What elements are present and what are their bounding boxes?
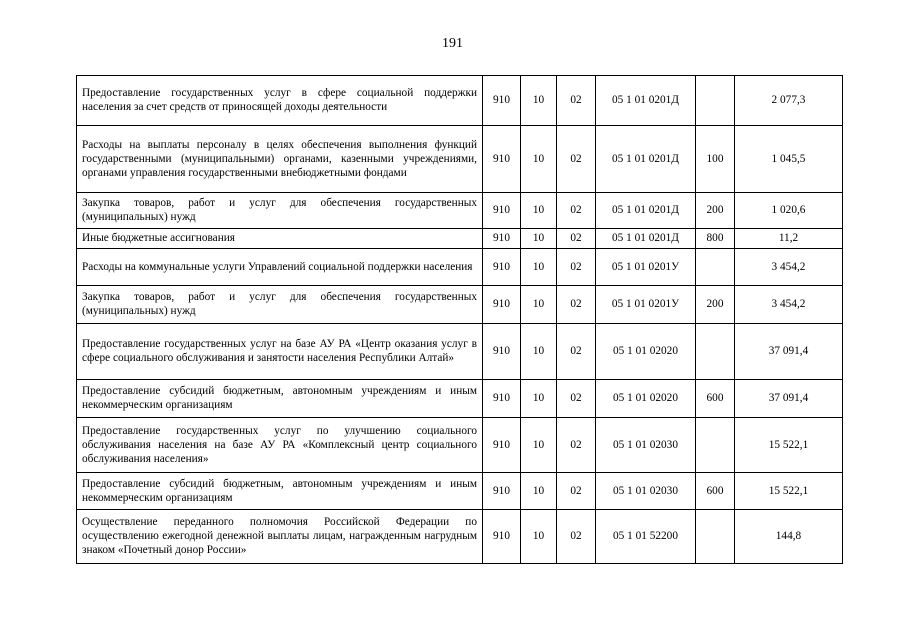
amount-cell: 15 522,1 [735,418,843,473]
row-name-cell: Предоставление субсидий бюджетным, автономным учреждениям и иным некоммерческим организациям [77,380,483,418]
row-name-cell: Закупка товаров, работ и услуг для обеспечения государственных (муниципальных) нужд [77,286,483,324]
table-row [77,324,843,380]
grbs-cell: 910 [483,193,521,229]
budget-table-body [77,76,843,564]
target-article-cell: 05 1 01 0201У [596,249,696,286]
target-article-cell: 05 1 01 0201Д [596,76,696,126]
row-name-cell: Предоставление государственных услуг в сфере социальной поддержки населения за счет средств от приносящей доходы деятельности [77,76,483,126]
amount-cell: 11,2 [735,229,843,249]
subsection-cell: 02 [557,193,596,229]
expense-type-cell [696,510,735,564]
row-name-cell: Предоставление государственных услуг по улучшению социального обслуживания населения на базе АУ РА «Комплексный центр социального обслуживания населения» [77,418,483,473]
grbs-cell: 910 [483,510,521,564]
target-article-cell: 05 1 01 0201У [596,286,696,324]
target-article-cell: 05 1 01 0201Д [596,126,696,193]
amount-cell: 15 522,1 [735,473,843,510]
row-name-cell: Предоставление государственных услуг на базе АУ РА «Центр оказания услуг в сфере социального обслуживания и занятости населения Республики Алтай» [77,324,483,380]
grbs-cell: 910 [483,473,521,510]
subsection-cell: 02 [557,473,596,510]
grbs-cell: 910 [483,76,521,126]
expense-type-cell [696,324,735,380]
table-row [77,193,843,229]
amount-cell: 37 091,4 [735,324,843,380]
expense-type-cell: 600 [696,473,735,510]
grbs-cell: 910 [483,324,521,380]
grbs-cell: 910 [483,229,521,249]
expense-type-cell [696,249,735,286]
subsection-cell: 02 [557,229,596,249]
subsection-cell: 02 [557,510,596,564]
subsection-cell: 02 [557,380,596,418]
expense-type-cell: 800 [696,229,735,249]
target-article-cell: 05 1 01 0201Д [596,193,696,229]
section-cell: 10 [521,286,557,324]
grbs-cell: 910 [483,126,521,193]
grbs-cell: 910 [483,418,521,473]
table-row [77,286,843,324]
amount-cell: 3 454,2 [735,249,843,286]
page-number: 191 [442,36,463,51]
table-row [77,418,843,473]
expense-type-cell: 200 [696,286,735,324]
section-cell: 10 [521,76,557,126]
table-row [77,510,843,564]
subsection-cell: 02 [557,324,596,380]
amount-cell: 1 045,5 [735,126,843,193]
subsection-cell: 02 [557,418,596,473]
row-name-cell: Расходы на выплаты персоналу в целях обеспечения выполнения функций государственными (муниципальными) органами, казенными учреждениями, органами управления государственными внебюджетными фондами [77,126,483,193]
section-cell: 10 [521,418,557,473]
table-row [77,76,843,126]
target-article-cell: 05 1 01 02020 [596,324,696,380]
row-name-cell: Иные бюджетные ассигнования [77,229,483,249]
subsection-cell: 02 [557,76,596,126]
target-article-cell: 05 1 01 02030 [596,418,696,473]
section-cell: 10 [521,229,557,249]
expense-type-cell [696,418,735,473]
table-row [77,380,843,418]
section-cell: 10 [521,126,557,193]
subsection-cell: 02 [557,126,596,193]
subsection-cell: 02 [557,286,596,324]
amount-cell: 3 454,2 [735,286,843,324]
subsection-cell: 02 [557,249,596,286]
expense-type-cell: 200 [696,193,735,229]
table-row [77,473,843,510]
amount-cell: 37 091,4 [735,380,843,418]
grbs-cell: 910 [483,380,521,418]
amount-cell: 2 077,3 [735,76,843,126]
target-article-cell: 05 1 01 52200 [596,510,696,564]
row-name-cell: Расходы на коммунальные услуги Управлений социальной поддержки населения [77,249,483,286]
table-row [77,126,843,193]
table-row [77,249,843,286]
section-cell: 10 [521,380,557,418]
row-name-cell: Предоставление субсидий бюджетным, автономным учреждениям и иным некоммерческим организациям [77,473,483,510]
section-cell: 10 [521,249,557,286]
section-cell: 10 [521,510,557,564]
row-name-cell: Осуществление переданного полномочия Российской Федерации по осуществлению ежегодной денежной выплаты лицам, награжденным нагрудным знаком «Почетный донор России» [77,510,483,564]
amount-cell: 144,8 [735,510,843,564]
grbs-cell: 910 [483,286,521,324]
budget-table [76,75,843,564]
section-cell: 10 [521,473,557,510]
row-name-cell: Закупка товаров, работ и услуг для обеспечения государственных (муниципальных) нужд [77,193,483,229]
target-article-cell: 05 1 01 02030 [596,473,696,510]
expense-type-cell: 100 [696,126,735,193]
section-cell: 10 [521,193,557,229]
expense-type-cell [696,76,735,126]
target-article-cell: 05 1 01 02020 [596,380,696,418]
section-cell: 10 [521,324,557,380]
grbs-cell: 910 [483,249,521,286]
target-article-cell: 05 1 01 0201Д [596,229,696,249]
expense-type-cell: 600 [696,380,735,418]
table-row [77,229,843,249]
amount-cell: 1 020,6 [735,193,843,229]
